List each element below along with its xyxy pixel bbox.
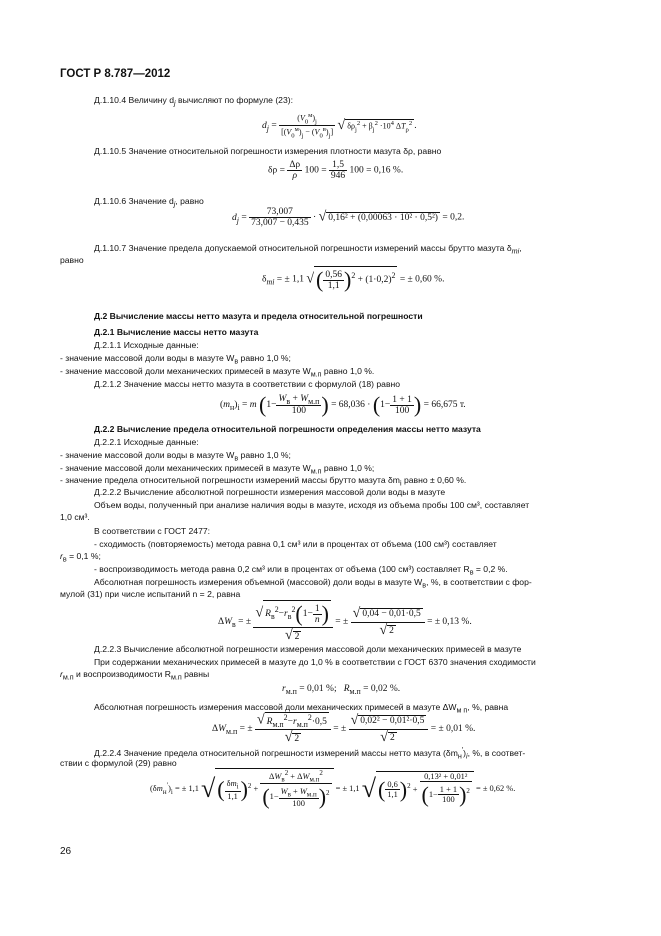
list-item: - воспроизводимость метода равна 0,2 см³ или в процентах от объема (100 см³) составляет $R_в = 0,2$ %. [94, 564, 508, 577]
section-d22: Д.2.2 Вычисление предела относительной погрешности определения массы нетто мазута [94, 424, 481, 434]
para-d1104: Д.1.10.4 Величину $d_j$ вычисляют по формуле (23): [94, 95, 293, 108]
list-item: - значение массовой доли воды в мазуте $W_в$ равно 1,0 %; [60, 450, 291, 463]
section-d2: Д.2 Вычисление массы нетто мазута и предела относительной погрешности [94, 311, 423, 321]
formula-29: $(\delta m_н')_i$ = ± 1,1 √( $\delta m_i$ 1,1 )$^2$ + $\Delta W_в^2 + \Delta W_{м.п}^2$ (1− $W_в + W_{м.п}$ 100 )$^2$ = ± 1,1 √( $\frac{0,6}{1,1}$ )$^2$ + 0,13² + 0,01² (1− $\frac{1 + 1}{100}$ )$^2$ = ± 0,62 %. [150, 769, 516, 810]
formula-net-mass: $(m_н)_i = m$ (1− $W_в + W_{м.п}$ 100 ) = 68,036 · (1− $\frac{1 + 1}{100}$ ) = 66,675 т. [220, 392, 466, 417]
page-header: ГОСТ Р 8.787—2012 [60, 68, 171, 80]
list-item: - сходимость (повторяемость) метода равна 0,1 см³ или в процентах от объема (100 см³) составляет [94, 539, 497, 549]
para-d221: Д.2.2.1 Исходные данные: [94, 437, 199, 447]
formula-rmp: $r_{м.п} = 0,01$ %; $R_{м.п} = 0,02$ %. [282, 684, 401, 696]
formula-dj: $d_j$ = $\frac{73,007}{73,007 - 0,435}$ · √ 0,16² + (0,00063 · 10² · 0,5²) = 0,2. [232, 207, 465, 228]
formula-23: $d_j$ = $(V_0^м)_j$ $[(V_0^м)_j - (V_0^в)_j]$ √ $\delta\rho_j^2 + \beta_j^2 \cdot 10^4$ $\Delta T_\rho^2$ . [262, 112, 417, 140]
para-d211: Д.2.1.1 Исходные данные: [94, 340, 199, 350]
para-d222: Д.2.2.2 Вычисление абсолютной погрешности измерения массовой доли воды в мазуте [94, 487, 446, 497]
para-abs-impurities: Абсолютная погрешность измерения массовой доли механических примесей в мазуте $\Delta W_{м п}$, %, равна [94, 702, 509, 715]
list-item: - значение предела относительной погрешности измерений массы брутто мазута $\delta m_i$ равно ± 0,60 %. [60, 475, 467, 488]
para-abs-water-cont: мулой (31) при числе испытаний n = 2, равна [60, 589, 241, 599]
list-item-cont: $r_в = 0,1$ %; [60, 551, 101, 564]
para-d1107: Д.1.10.7 Значение предела допускаемой относительной погрешности измерений массы брутто мазута $\delta_{mi}$, [94, 243, 522, 256]
para-d1106: Д.1.10.6 Значение $d_j$, равно [94, 196, 204, 209]
para-d224-cont: ствии с формулой (29) равно [60, 758, 177, 768]
page-number: 26 [60, 846, 72, 857]
para-d212: Д.2.1.2 Значение массы нетто мазута в соответствии с формулой (18) равно [94, 379, 401, 389]
para-gost2477: В соответствии с ГОСТ 2477: [94, 526, 211, 536]
para-d224: Д.2.2.4 Значение предела относительной погрешности измерений массы нетто мазута $(\delta m_н')_i$, %, в соответ- [94, 746, 526, 761]
formula-deltami: $\delta_{mi}$ = ± 1,1 √( $\frac{0,56}{1,1}$ )$^2 + (1\cdot 0,2)^2$ = ± 0,60 %. [262, 267, 445, 292]
formula-dWmp: $\Delta W_{м.п}$ = ± √ $R_{м.п}^2-r_{м.п}^2\cdot 0,5$ √ 2 = ± $\frac{\text{√ 0,02² − 0,01²·0,5}}{√ 2}$ = ± 0,01 %. [212, 712, 476, 746]
para-d223: Д.2.2.3 Вычисление абсолютной погрешности измерения массовой доли механических примесей в мазуте [94, 644, 522, 654]
para-abs-water: Абсолютная погрешность измерения объемной (массовой) доли воды в мазуте $W_в$, %, в соответствии с фор- [94, 577, 532, 590]
para-d1107-cont: равно [60, 255, 84, 265]
para-d1105: Д.1.10.5 Значение относительной погрешности измерения плотности мазута δρ, равно [94, 146, 442, 156]
formula-drho: δρ = $\frac{\Delta\rho}{\rho}$ 100 = $\frac{1,5}{946}$ 100 = 0,16 %. [268, 160, 404, 181]
para-impurities-cont: $r_{м.п}$ и воспроизводимости $R_{м.п}$ равны [60, 669, 210, 682]
list-item: - значение массовой доли воды в мазуте $W_в$ равно 1,0 %; [60, 353, 291, 366]
formula-dWv: $\Delta W_в$ = ± √ $R_в^2-r_в^2(1-$ $\frac{1}{n}$ ) √ 2 = ± $\frac{√ 0,04 - 0,01\cdot 0,5}{√ 2}$ = ± 0,13 %. [218, 601, 472, 643]
list-item: - значение массовой доли механических примесей в мазуте $W_{м.п}$ равно 1,0 %; [60, 463, 375, 476]
para-volume: Объем воды, полученный при анализе наличия воды в мазуте, исходя из объема пробы 100 см³, составляет [94, 500, 530, 510]
para-impurities: При содержании механических примесей в мазуте до 1,0 % в соответствии с ГОСТ 6370 значения сходимости [94, 657, 536, 667]
para-volume-cont: 1,0 см³. [60, 512, 90, 522]
list-item: - значение массовой доли механических примесей в мазуте $W_{м.п}$ равно 1,0 %. [60, 366, 375, 379]
section-d21: Д.2.1 Вычисление массы нетто мазута [94, 327, 259, 337]
